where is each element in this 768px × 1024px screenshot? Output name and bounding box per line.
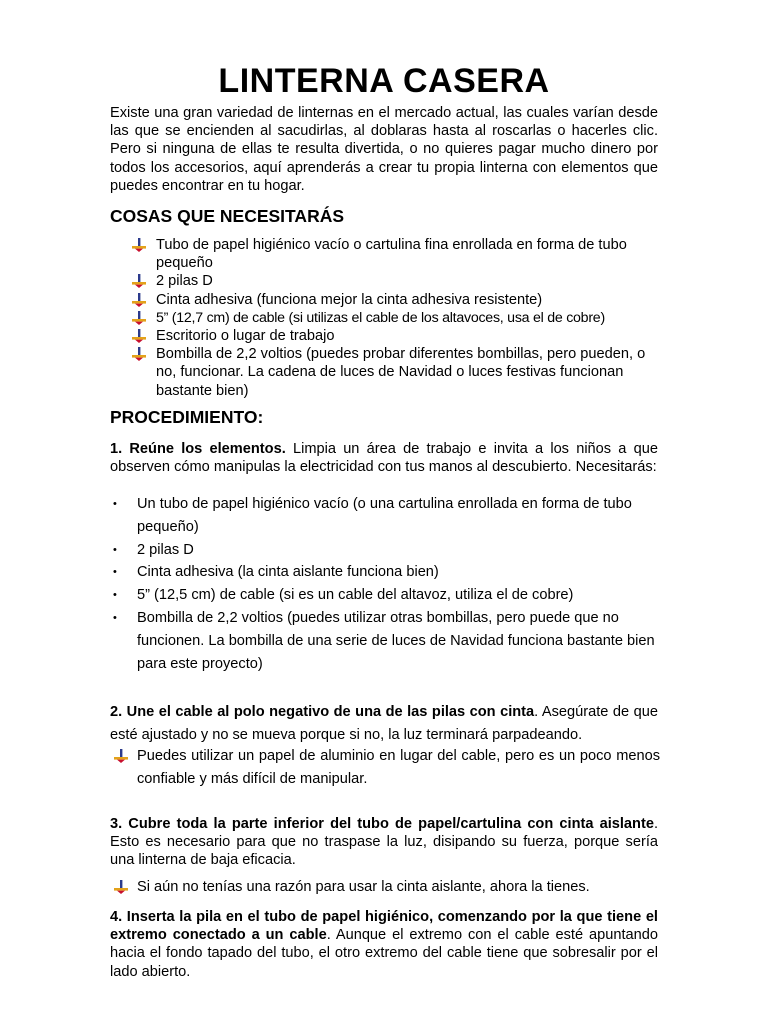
step-2-text: . Asegúrate de que esté ajustado y no se mueva porque si no, la luz terminará parpadeando.	[110, 704, 658, 743]
bullet-icon: •	[113, 589, 117, 602]
arrow-down-bullet-icon	[132, 293, 146, 307]
page-title: LINTERNA CASERA	[218, 62, 550, 100]
step-4-text: . Aunque el extremo con el cable esté apuntando hacia el fondo tapado del tubo, el otro extremo del cable tiene que sobresalir por el lado abierto.	[110, 927, 658, 980]
arrow-down-bullet-icon	[132, 274, 146, 288]
list-item: 5” (12,7 cm) de cable (si utilizas el cable de los altavoces, usa el de cobre)	[132, 309, 660, 327]
arrow-down-bullet-icon	[132, 238, 146, 252]
list-item: Cinta adhesiva (funciona mejor la cinta adhesiva resistente)	[132, 291, 660, 309]
step-3-title: 3. Cubre toda la parte inferior del tubo de papel/cartulina con cinta aislante	[110, 816, 654, 832]
arrow-down-bullet-icon	[132, 311, 146, 325]
step-3-paragraph	[110, 815, 658, 870]
list-item: • 2 pilas D	[110, 539, 660, 562]
list-item: • Cinta adhesiva (la cinta aislante funciona bien)	[110, 561, 660, 584]
arrow-down-bullet-icon	[132, 347, 146, 361]
step-1-title: 1. Reúne los elementos.	[110, 441, 286, 457]
list-item: Tubo de papel higiénico vacío o cartulina fina enrollada en forma de tubo pequeño	[132, 236, 660, 272]
step-2-note: Puedes utilizar un papel de aluminio en lugar del cable, pero es un poco menos confiable y más difícil de manipular.	[114, 745, 660, 791]
procedure-heading: PROCEDIMIENTO:	[110, 407, 264, 427]
step-3-text: . Esto es necesario para que no traspase la luz, disipando su fuerza, porque sería una linterna de baja eficacia.	[110, 816, 658, 869]
bullet-icon: •	[113, 498, 117, 510]
step-4-paragraph	[110, 908, 658, 981]
list-item: 2 pilas D	[132, 272, 660, 290]
materials-list	[132, 236, 660, 400]
list-item: Bombilla de 2,2 voltios (puedes probar diferentes bombillas, pero pueden, o no, funcionar. La cadena de luces de Navidad o luces festivas funcionan bastante bien)	[132, 345, 660, 400]
list-item: Escritorio o lugar de trabajo	[132, 327, 660, 345]
step-4-title: 4. Inserta la pila en el tubo de papel higiénico, comenzando por la que tiene el extremo conectado a un cable	[110, 909, 658, 944]
bullet-icon: •	[113, 611, 117, 624]
step-3-note: Si aún no tenías una razón para usar la cinta aislante, ahora la tienes.	[114, 878, 660, 896]
step-1-paragraph	[110, 440, 658, 476]
list-item: • 5” (12,5 cm) de cable (si es un cable del altavoz, utiliza el de cobre)	[110, 584, 660, 607]
step-1-text: Limpia un área de trabajo e invita a los niños a que observen cómo manipulas la electricidad con tus manos al descubierto. Necesitarás:	[110, 441, 658, 476]
bullet-icon: •	[113, 543, 117, 556]
arrow-down-bullet-icon	[132, 329, 146, 343]
list-item: • Un tubo de papel higiénico vacío (o una cartulina enrollada en forma de tubo pequeño)	[110, 493, 660, 539]
step-2-paragraph	[110, 701, 658, 747]
bullet-icon: •	[113, 566, 117, 579]
list-item: • Bombilla de 2,2 voltios (puedes utilizar otras bombillas, pero puede que no funcionen. La bombilla de una serie de luces de Navidad funciona bastante bien para este proyecto)	[110, 607, 660, 675]
materials-heading: COSAS QUE NECESITARÁS	[110, 206, 345, 226]
arrow-down-bullet-icon	[114, 880, 128, 894]
step-2-title: 2. Une el cable al polo negativo de una de las pilas con cinta	[110, 704, 535, 720]
intro-paragraph: Existe una gran variedad de linternas en el mercado actual, las cuales varían desde las que se encienden al sacudirlas, al doblaras hasta al roscarlas o hacerles clic. Pero si ninguna de ellas te resulta divertida, o no quieres pagar mucho dinero por todos los accesorios, aquí aprenderás a crear tu propia linterna con elementos que puedes encontrar en tu hogar.	[110, 105, 658, 194]
step-1-items-list	[110, 493, 660, 675]
arrow-down-bullet-icon	[114, 749, 128, 763]
